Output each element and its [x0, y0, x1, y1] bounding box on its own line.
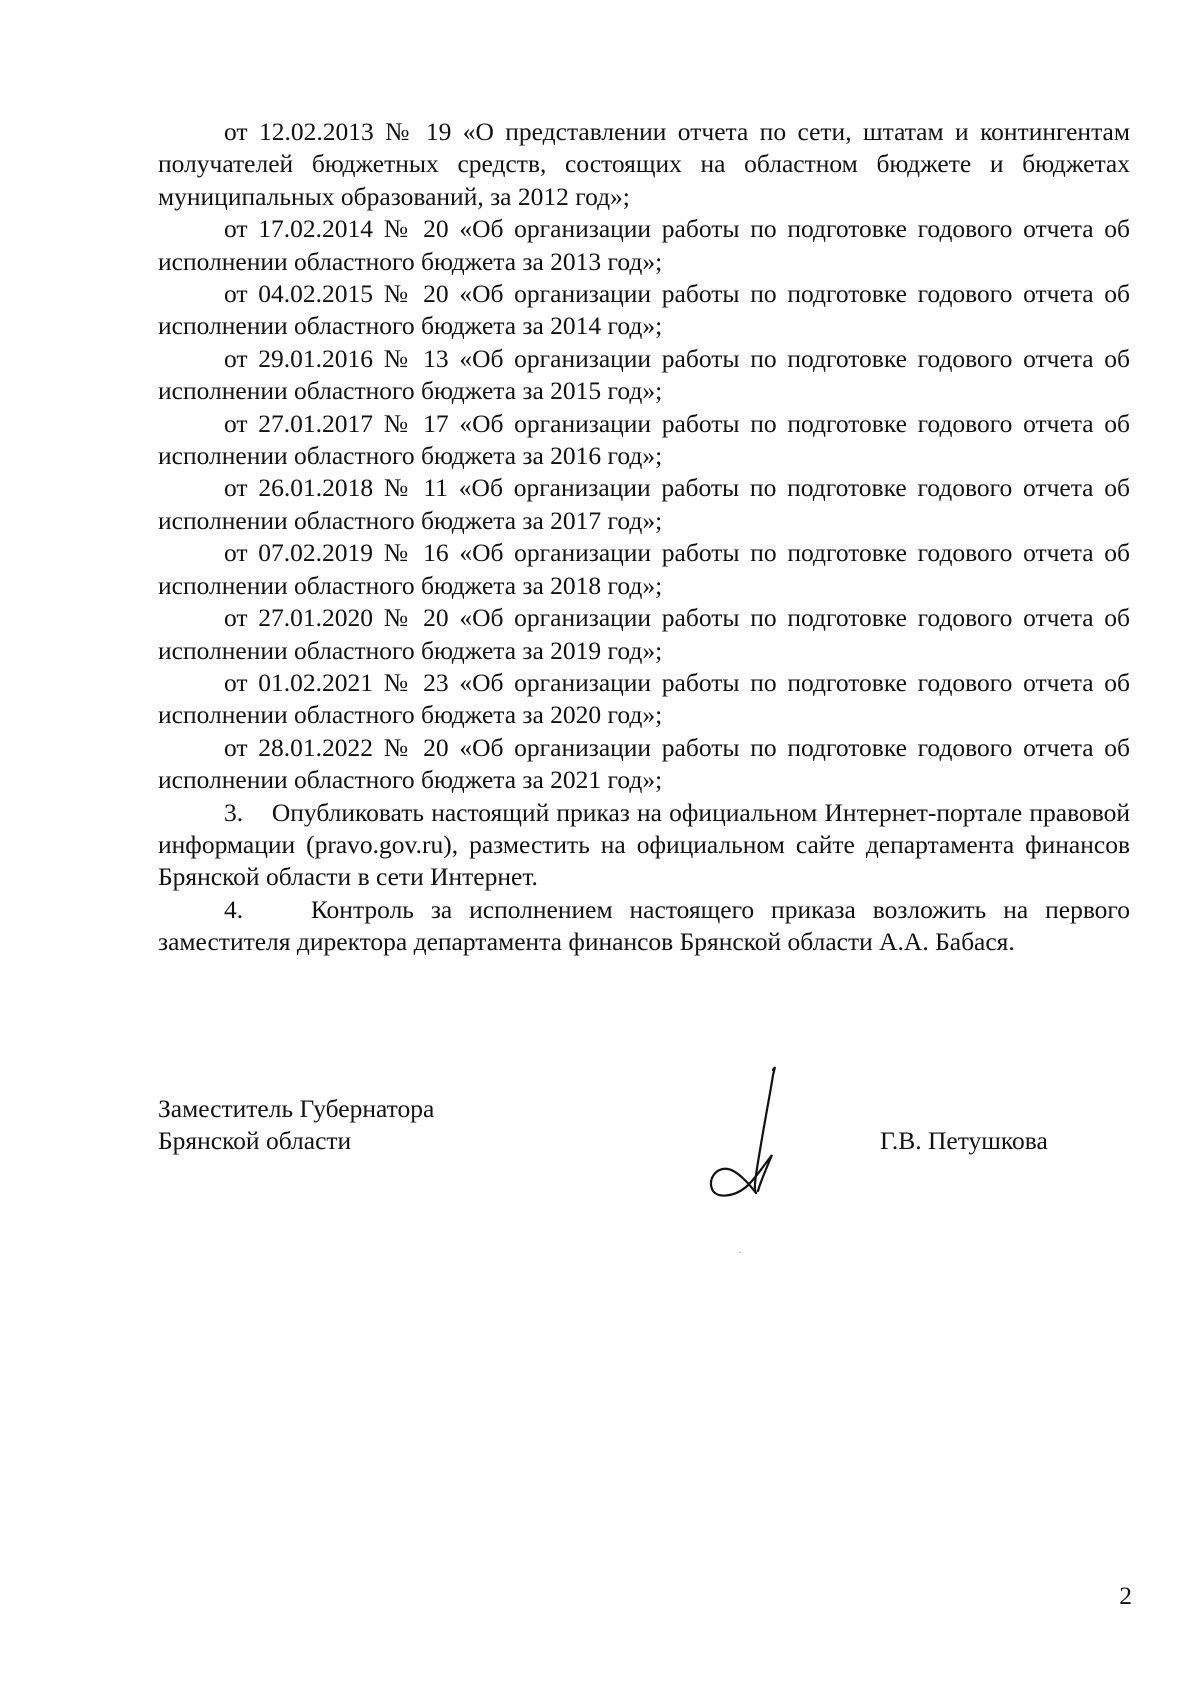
- list-item: от 26.01.2018 № 11 «Об организации работы по подготовке годового отчета об исполнении областного бюджета за 2017 год»;: [158, 473, 1130, 535]
- list-item: от 01.02.2021 № 23 «Об организации работы по подготовке годового отчета об исполнении областного бюджета за 2020 год»;: [158, 667, 1130, 730]
- signer-position-line1: Заместитель Губернатора: [158, 1094, 435, 1123]
- list-item: от 04.02.2015 № 20 «Об организации работы по подготовке годового отчета об исполнении областного бюджета за 2014 год»;: [158, 279, 1130, 341]
- page-number: 2: [1119, 1581, 1132, 1610]
- list-item: от 29.01.2016 № 13 «Об организации работы по подготовке годового отчета об исполнении областного бюджета за 2015 год»;: [158, 343, 1130, 406]
- item-number: 3.: [224, 797, 244, 827]
- list-item: от 28.01.2022 № 20 «Об организации работы по подготовке годового отчета об исполнении областного бюджета за 2021 год»;: [158, 732, 1130, 795]
- scan-speck: [739, 1252, 741, 1253]
- list-item: от 12.02.2013 № 19 «О представлении отчета по сети, штатам и контингентам получателей бюджетных средств, состоящих на областном бюджете и бюджетах муниципальных образований, за 2012 год»;: [158, 117, 1130, 211]
- item-text: Опубликовать настоящий приказ на официальном Интернет-портале правовой информации (pravo.gov.ru), разместить на официальном сайте департамента финансов Брянской области в сети Интернет.: [158, 797, 1131, 892]
- numbered-item-4: [158, 894, 1130, 959]
- list-item: от 07.02.2019 № 16 «Об организации работы по подготовке годового отчета об исполнении областного бюджета за 2018 год»;: [158, 538, 1130, 600]
- item-text: Контроль за исполнением настоящего приказа возложить на первого заместителя директора департамента финансов Брянской области А.А. Бабася.: [158, 894, 1131, 957]
- signer-position-line2: Брянской области: [158, 1126, 352, 1155]
- item-number: 4.: [224, 894, 244, 924]
- signer-name: Г.В. Петушкова: [880, 1126, 1048, 1155]
- list-item: от 17.02.2014 № 20 «Об организации работы по подготовке годового отчета об исполнении областного бюджета за 2013 год»;: [158, 214, 1130, 276]
- numbered-item-3: [158, 797, 1130, 894]
- list-item: от 27.01.2020 № 20 «Об организации работы по подготовке годового отчета об исполнении областного бюджета за 2019 год»;: [158, 603, 1130, 665]
- signer-position: [158, 1093, 434, 1157]
- list-item: от 27.01.2017 № 17 «Об организации работы по подготовке годового отчета об исполнении областного бюджета за 2016 год»;: [158, 408, 1130, 471]
- handwritten-signature: [700, 1065, 820, 1205]
- document-body: [158, 116, 1130, 959]
